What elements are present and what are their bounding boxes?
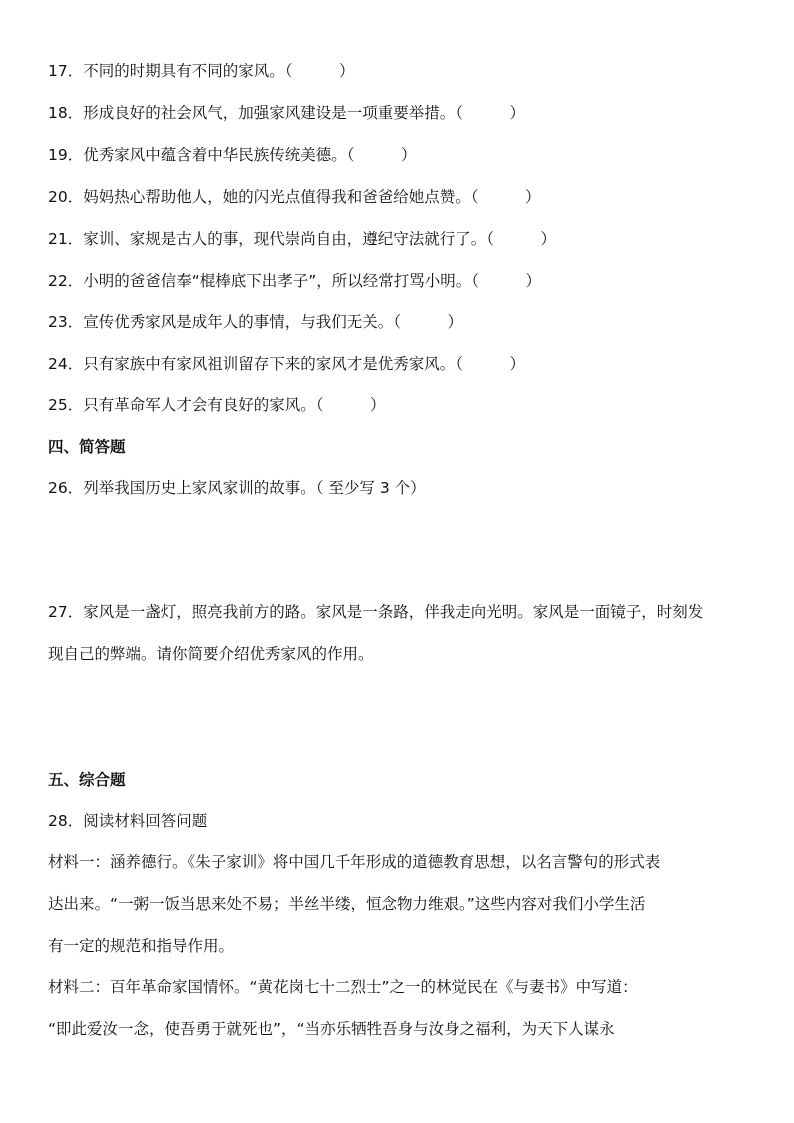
question-text: ．只有家族中有家风祖训留存下来的家风才是优秀家风。（ ） bbox=[67, 355, 525, 373]
material-2-line-2: “即此爱汝一念，使吾勇于就死也”，“当亦乐牺牲吾身与汝身之福利，为天下人谋永 bbox=[48, 1020, 615, 1038]
question-number: 22 bbox=[48, 272, 68, 290]
question-number: 19 bbox=[48, 146, 68, 164]
question-25 bbox=[48, 394, 386, 416]
material-1-line-1: 材料一：涵养德行。《朱子家训》将中国几千年形成的道德教育思想，以名言警句的形式表 bbox=[48, 853, 661, 871]
question-number: 25 bbox=[48, 396, 68, 414]
question-number: 24 bbox=[48, 355, 68, 373]
question-27-line-2: 现自己的弊端。请你简要介绍优秀家风的作用。 bbox=[48, 645, 374, 663]
question-21 bbox=[48, 228, 556, 250]
question-text: ．只有革命军人才会有良好的家风。（ ） bbox=[67, 396, 386, 414]
question-27 bbox=[48, 591, 748, 675]
question-17 bbox=[48, 60, 355, 82]
question-28: 28．阅读材料回答问题 bbox=[48, 812, 208, 830]
question-26: 26．列举我国历史上家风家训的故事。（ 至少写 3 个） bbox=[48, 479, 426, 497]
question-number: 21 bbox=[48, 230, 68, 248]
question-text: ．妈妈热心帮助他人，她的闪光点值得我和爸爸给她点赞。（ ） bbox=[67, 188, 541, 206]
question-number: 20 bbox=[48, 188, 68, 206]
material-2-line-1: 材料二：百年革命家国情怀。“黄花岗七十二烈士”之一的林觉民在《与妻书》中写道： bbox=[48, 978, 638, 996]
question-text: ．形成良好的社会风气，加强家风建设是一项重要举措。（ ） bbox=[67, 104, 525, 122]
question-27-line-1: 27．家风是一盏灯，照亮我前方的路。家风是一条路，伴我走向光明。家风是一面镜子，时刻发 bbox=[48, 603, 704, 621]
material-1 bbox=[48, 841, 748, 967]
material-1-line-2: 达出来。“一粥一饭当思来处不易；半丝半缕，恒念物力维艰。”这些内容对我们小学生活 bbox=[48, 895, 646, 913]
question-number: 18 bbox=[48, 104, 68, 122]
section-5-title: 五、综合题 bbox=[48, 771, 126, 789]
question-23 bbox=[48, 311, 463, 333]
question-text: ．家训、家规是古人的事，现代崇尚自由，遵纪守法就行了。（ ） bbox=[67, 230, 556, 248]
question-24 bbox=[48, 353, 525, 375]
material-2 bbox=[48, 966, 748, 1050]
section-4-title: 四、简答题 bbox=[48, 438, 126, 456]
question-text: ．优秀家风中蕴含着中华民族传统美德。（ ） bbox=[67, 146, 417, 164]
question-22 bbox=[48, 270, 541, 292]
material-1-line-3: 有一定的规范和指导作用。 bbox=[48, 937, 235, 955]
question-18 bbox=[48, 102, 525, 124]
question-number: 17 bbox=[48, 62, 68, 80]
question-text: ．宣传优秀家风是成年人的事情，与我们无关。（ ） bbox=[67, 313, 463, 331]
question-text: ．不同的时期具有不同的家风。（ ） bbox=[67, 62, 355, 80]
question-text: ．小明的爸爸信奉“棍棒底下出孝子”，所以经常打骂小明。（ ） bbox=[67, 272, 542, 290]
question-19 bbox=[48, 144, 417, 166]
question-number: 23 bbox=[48, 313, 68, 331]
question-20 bbox=[48, 186, 541, 208]
